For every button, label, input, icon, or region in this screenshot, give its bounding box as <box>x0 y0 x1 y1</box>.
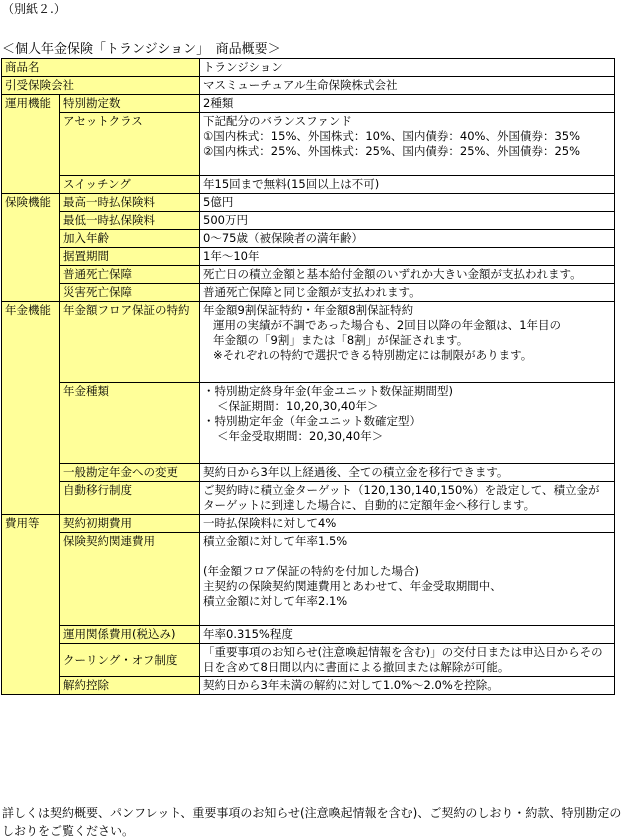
row-value: トランジション <box>200 59 615 77</box>
row-value: 契約日から3年以上経過後、全ての積立金を移行できます。 <box>200 464 615 482</box>
table-row <box>2 284 615 302</box>
row-value: 5億円 <box>200 194 615 212</box>
row-label: 解約控除 <box>60 677 200 695</box>
text-line: ご契約時に積立金ターゲット（120,130,140,150%）を設定して、積立金が <box>203 483 600 497</box>
text-line: ＜保証期間：10,20,30,40年＞ <box>217 399 379 413</box>
row-label: クーリング・オフ制度 <box>60 644 200 677</box>
text-line: ②国内株式：25%、外国株式：25%、国内債券：25%、外国債券：25% <box>203 144 581 158</box>
row-label: アセットクラス <box>60 113 200 176</box>
row-value <box>200 533 615 626</box>
row-label: 一般勘定年金への変更 <box>60 464 200 482</box>
row-value: 一時払保険料に対して4% <box>200 515 615 533</box>
table-row <box>2 95 615 113</box>
text-line: 下記配分のバランスファンド <box>203 114 352 128</box>
attachment-note: （別紙２.） <box>2 2 66 16</box>
row-value: 年15回まで無料(15回以上は不可) <box>200 176 615 194</box>
table-row <box>2 644 615 677</box>
text-line: 運用の実績が不調であった場合も、2回目以降の年金額は、1年目の <box>213 318 562 332</box>
text-line: ＜年金受取期間：20,30,40年＞ <box>217 429 384 443</box>
table-row <box>2 230 615 248</box>
table-row <box>2 248 615 266</box>
text-line: ※それぞれの特約で選択できる特別勘定には制限があります。 <box>213 348 533 362</box>
row-value <box>200 383 615 464</box>
row-value: 契約日から3年未満の解約に対して1.0%～2.0%を控除。 <box>200 677 615 695</box>
table-row <box>2 515 615 533</box>
category-label: 保険機能 <box>2 194 60 302</box>
row-value <box>200 482 615 515</box>
table-row <box>2 77 615 95</box>
row-value: 0～75歳（被保険者の満年齢） <box>200 230 615 248</box>
row-label: スイッチング <box>60 176 200 194</box>
text-line: ・特別勘定年金（年金ユニット数確定型） <box>203 414 422 428</box>
table-row <box>2 113 615 176</box>
category-label: 運用機能 <box>2 95 60 194</box>
row-value: マスミューチュアル生命保険株式会社 <box>200 77 615 95</box>
row-value: 普通死亡保障と同じ金額が支払われます。 <box>200 284 615 302</box>
text-line: 積立金額に対して年率1.5% <box>203 534 348 548</box>
row-value <box>200 644 615 677</box>
table-row <box>2 266 615 284</box>
row-label: 年金種類 <box>60 383 200 464</box>
row-value <box>200 302 615 383</box>
category-label: 年金機能 <box>2 302 60 515</box>
row-value: 年率0.315%程度 <box>200 626 615 644</box>
row-value: 500万円 <box>200 212 615 230</box>
footer-note: 詳しくは契約概要、パンフレット、重要事項のお知らせ(注意喚起情報を含む)、ご契約のしおり・約款、特別勘定のしおりをご覧ください。 <box>2 806 622 838</box>
table-row <box>2 194 615 212</box>
text-line: 「重要事項のお知らせ(注意喚起情報を含む)」の交付日または申込日からその <box>203 645 603 659</box>
text-line: 年金額の「9割」または「8割」が保証されます。 <box>213 333 469 347</box>
row-label: 自動移行制度 <box>60 482 200 515</box>
row-label: 年金額フロア保証の特約 <box>60 302 200 383</box>
table-row <box>2 464 615 482</box>
row-label: 商品名 <box>2 59 200 77</box>
spacer <box>203 609 611 624</box>
category-label: 費用等 <box>2 515 60 695</box>
row-label: 契約初期費用 <box>60 515 200 533</box>
table-row <box>2 626 615 644</box>
table-row <box>2 677 615 695</box>
row-label: 普通死亡保障 <box>60 266 200 284</box>
row-value <box>200 113 615 176</box>
row-value: 1年～10年 <box>200 248 615 266</box>
text-line: ターゲットに到達した場合に、自動的に定額年金へ移行します。 <box>203 498 536 512</box>
table-row <box>2 482 615 515</box>
spacer <box>203 549 611 564</box>
text-line: 積立金額に対して年率2.1% <box>203 594 348 608</box>
row-label: 加入年齢 <box>60 230 200 248</box>
table-row <box>2 383 615 464</box>
row-label: 災害死亡保障 <box>60 284 200 302</box>
row-label: 据置期間 <box>60 248 200 266</box>
page-title: ＜個人年金保険「トランジション」 商品概要＞ <box>2 42 281 57</box>
product-summary-table <box>1 58 615 695</box>
row-label: 特別勘定数 <box>60 95 200 113</box>
text-line: 主契約の保険契約関連費用とあわせて、年金受取期間中、 <box>203 579 502 593</box>
text-line: ・特別勘定終身年金(年金ユニット数保証期間型) <box>203 384 454 398</box>
row-value: 2種類 <box>200 95 615 113</box>
table-row <box>2 59 615 77</box>
table-row <box>2 212 615 230</box>
row-value: 死亡日の積立金額と基本給付金額のいずれか大きい金額が支払われます。 <box>200 266 615 284</box>
text-line: 年金額9割保証特約・年金額8割保証特約 <box>203 303 414 317</box>
table-row <box>2 302 615 383</box>
row-label: 最高一時払保険料 <box>60 194 200 212</box>
text-line: 日を含めて8日間以内に書面による撤回または解除が可能。 <box>203 660 510 674</box>
text-line: ①国内株式：15%、外国株式：10%、国内債券：40%、外国債券：35% <box>203 129 581 143</box>
row-label: 最低一時払保険料 <box>60 212 200 230</box>
row-label: 保険契約関連費用 <box>60 533 200 626</box>
row-label: 運用関係費用(税込み) <box>60 626 200 644</box>
table-row <box>2 533 615 626</box>
table-row <box>2 176 615 194</box>
text-line: (年金額フロア保証の特約を付加した場合) <box>203 564 419 578</box>
row-label: 引受保険会社 <box>2 77 200 95</box>
